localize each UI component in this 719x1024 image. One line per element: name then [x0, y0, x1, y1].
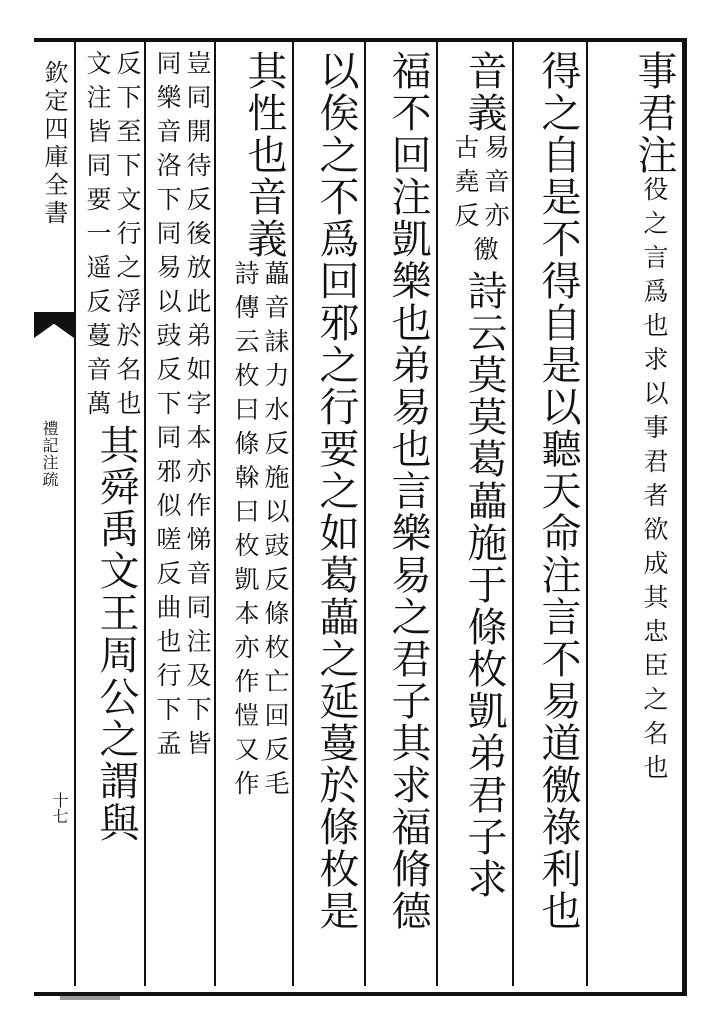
- note-line-right: 藟音誄力水反施以豉反條枚亡回反毛: [261, 260, 290, 804]
- note-line-left: 詩傳云枚曰條榦曰枚凱本亦作愷又作: [231, 260, 260, 804]
- margin-book-title: 禮記注疏: [40, 420, 59, 488]
- text-column-7: [148, 50, 212, 980]
- text-column-4: [368, 50, 434, 980]
- phonetic-note: [450, 134, 510, 236]
- main-text: 詩云莫莫葛藟施于條枚凱弟君子求: [461, 270, 507, 900]
- column-rule: [214, 42, 216, 986]
- text-column-3: [440, 50, 510, 980]
- note-line-right: 易音亦: [481, 134, 510, 236]
- text-column-1: [590, 50, 680, 980]
- phonetic-note: [152, 50, 212, 764]
- column-rule: [586, 42, 588, 986]
- column-rule: [436, 42, 438, 986]
- main-text: 音義: [461, 50, 507, 134]
- note-line-right: 豈同開待反後放此弟如字本亦作悌音同注及下皆: [183, 50, 212, 764]
- column-rule: [364, 42, 366, 986]
- phonetic-note: [230, 260, 290, 804]
- phonetic-note: [82, 50, 142, 424]
- text-column-5: [296, 50, 362, 980]
- text-column-6: [218, 50, 290, 980]
- main-text: 福不回注凱樂也弟易也言樂易之君子其求福脩德: [385, 50, 431, 932]
- column-rule: [512, 42, 514, 986]
- main-text: 得之自是不得自是以聽天命注言不易道徼祿利也: [535, 50, 581, 932]
- margin-title: 欽定四庫全書: [40, 60, 68, 228]
- note-line-left: 同樂音洛下同易以豉反下同邪似嗟反曲也行下孟: [153, 50, 182, 764]
- note-line-left: 古堯反: [451, 134, 480, 236]
- margin-page-number: 十七: [50, 792, 69, 824]
- note-tail: 徼: [470, 236, 499, 270]
- text-column-2: [516, 50, 584, 980]
- commentary-text: 役之言爲也求以事君者欲成其忠臣之名也: [640, 176, 669, 788]
- text-column-8: [76, 50, 142, 980]
- main-text: 其性也音義: [241, 50, 287, 260]
- column-rule: [144, 42, 146, 986]
- bottom-mark: [60, 996, 120, 1000]
- main-text: 事君注: [631, 50, 677, 176]
- note-line-right: 反下至下文行之浮於名也: [113, 50, 142, 424]
- main-text: 其舜禹文王周公之謂與: [93, 424, 139, 844]
- column-rule: [292, 42, 294, 986]
- main-text: 以俟之不爲回邪之行要之如葛藟之延蔓於條枚是: [313, 50, 359, 932]
- note-line-left: 文注皆同要一遥反蔓音萬: [83, 50, 112, 424]
